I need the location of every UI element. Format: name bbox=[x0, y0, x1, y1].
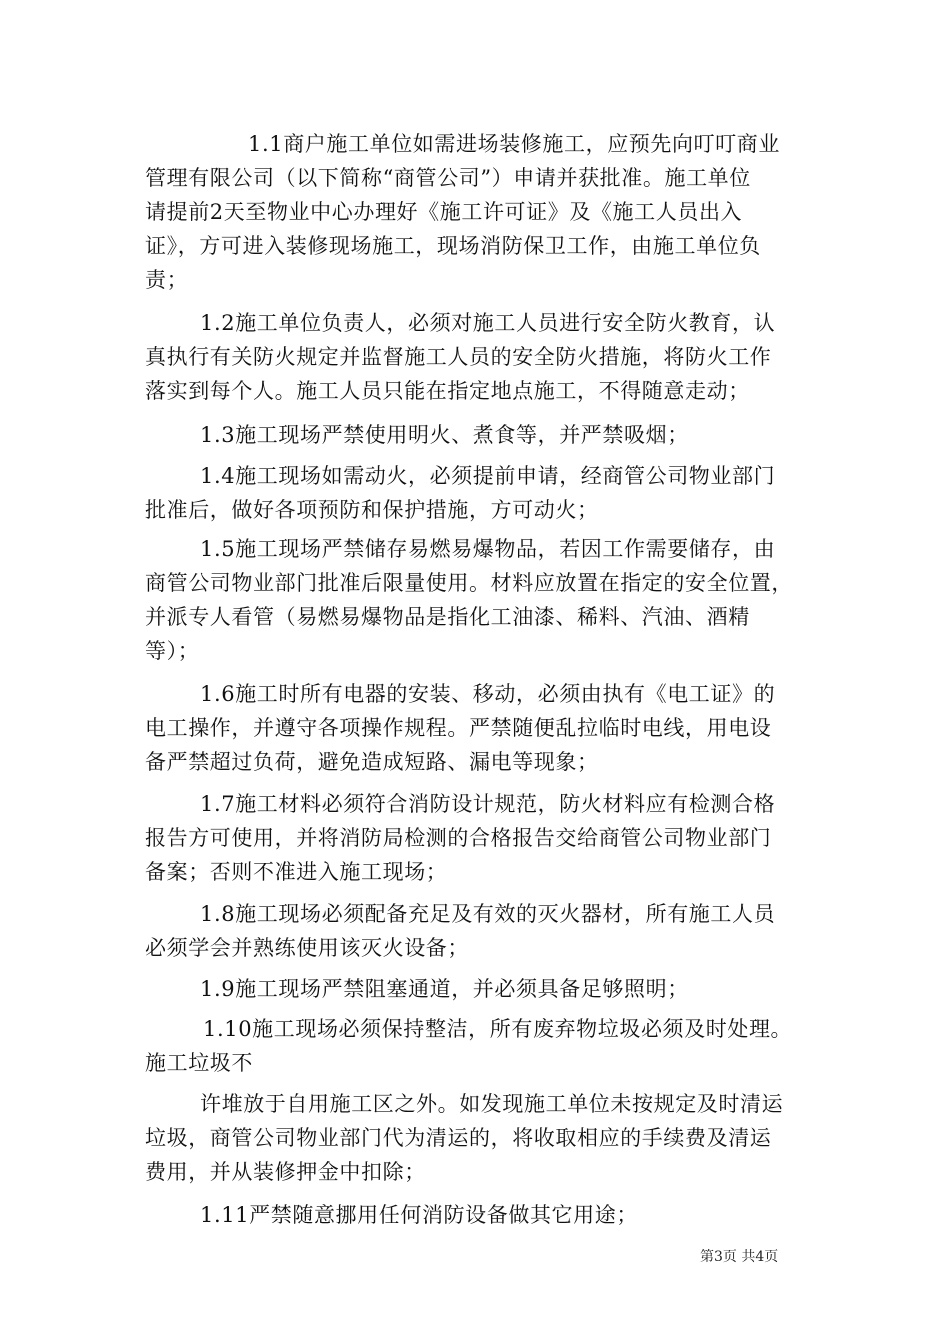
text-line: 1.4施工现场如需动火，必须提前申请，经商管公司物业部门 bbox=[200, 464, 776, 488]
text-line: 责； bbox=[145, 268, 189, 292]
text-line: 1.8施工现场必须配备充足及有效的灭火器材，所有施工人员 bbox=[200, 902, 776, 926]
text-line: 批准后，做好各项预防和保护措施，方可动火； bbox=[145, 498, 599, 522]
text-line: 备严禁超过负荷，避免造成短路、漏电等现象； bbox=[145, 750, 599, 774]
text-line: 管理有限公司（以下简称“商管公司”）申请并获批准。施工单位 bbox=[145, 166, 751, 190]
text-line: 许堆放于自用施工区之外。如发现施工单位未按规定及时清运 bbox=[200, 1092, 784, 1116]
text-line: 1.11严禁随意挪用任何消防设备做其它用途； bbox=[200, 1203, 638, 1227]
text-line: 商管公司物业部门批准后限量使用。材料应放置在指定的安全位置， bbox=[145, 571, 793, 595]
text-line: 请提前2天至物业中心办理好《施工许可证》及《施工人员出入 bbox=[145, 200, 743, 224]
text-line: 1.3施工现场严禁使用明火、煮食等，并严禁吸烟； bbox=[200, 423, 689, 447]
text-line: 必须学会并熟练使用该灭火设备； bbox=[145, 936, 469, 960]
text-line: 落实到每个人。施工人员只能在指定地点施工，不得随意走动； bbox=[145, 379, 750, 403]
text-line: 施工垃圾不 bbox=[145, 1051, 253, 1075]
text-line: 并派专人看管（易燃易爆物品是指化工油漆、稀料、汽油、酒精 bbox=[145, 605, 750, 629]
text-line: 备案；否则不准进入施工现场； bbox=[145, 860, 448, 884]
text-line: 报告方可使用，并将消防局检测的合格报告交给商管公司物业部门 bbox=[145, 826, 772, 850]
page-number: 第3页 共4页 bbox=[700, 1249, 779, 1265]
text-line: 费用，并从装修押金中扣除； bbox=[145, 1160, 426, 1184]
text-line: 证》，方可进入装修现场施工，现场消防保卫工作，由施工单位负 bbox=[145, 234, 761, 258]
text-line: 1.9施工现场严禁阻塞通道，并必须具备足够照明； bbox=[200, 977, 689, 1001]
text-line: 真执行有关防火规定并监督施工人员的安全防火措施，将防火工作 bbox=[145, 345, 772, 369]
text-line: 1.5施工现场严禁储存易燃易爆物品，若因工作需要储存，由 bbox=[200, 537, 776, 561]
text-line: 等）； bbox=[145, 639, 200, 663]
text-line: 电工操作，并遵守各项操作规程。严禁随便乱拉临时电线，用电设 bbox=[145, 716, 772, 740]
text-line: 1.1商户施工单位如需进场装修施工，应预先向叮叮商业 bbox=[248, 132, 780, 156]
text-line: 1.6施工时所有电器的安装、移动，必须由执有《电工证》的 bbox=[200, 682, 776, 706]
text-line: 1.2施工单位负责人，必须对施工人员进行安全防火教育，认 bbox=[200, 311, 776, 335]
text-line: 垃圾，商管公司物业部门代为清运的，将收取相应的手续费及清运 bbox=[145, 1126, 772, 1150]
text-line: 1.7施工材料必须符合消防设计规范，防火材料应有检测合格 bbox=[200, 792, 776, 816]
text-line: 1.10施工现场必须保持整洁，所有废弃物垃圾必须及时处理。 bbox=[203, 1017, 793, 1041]
